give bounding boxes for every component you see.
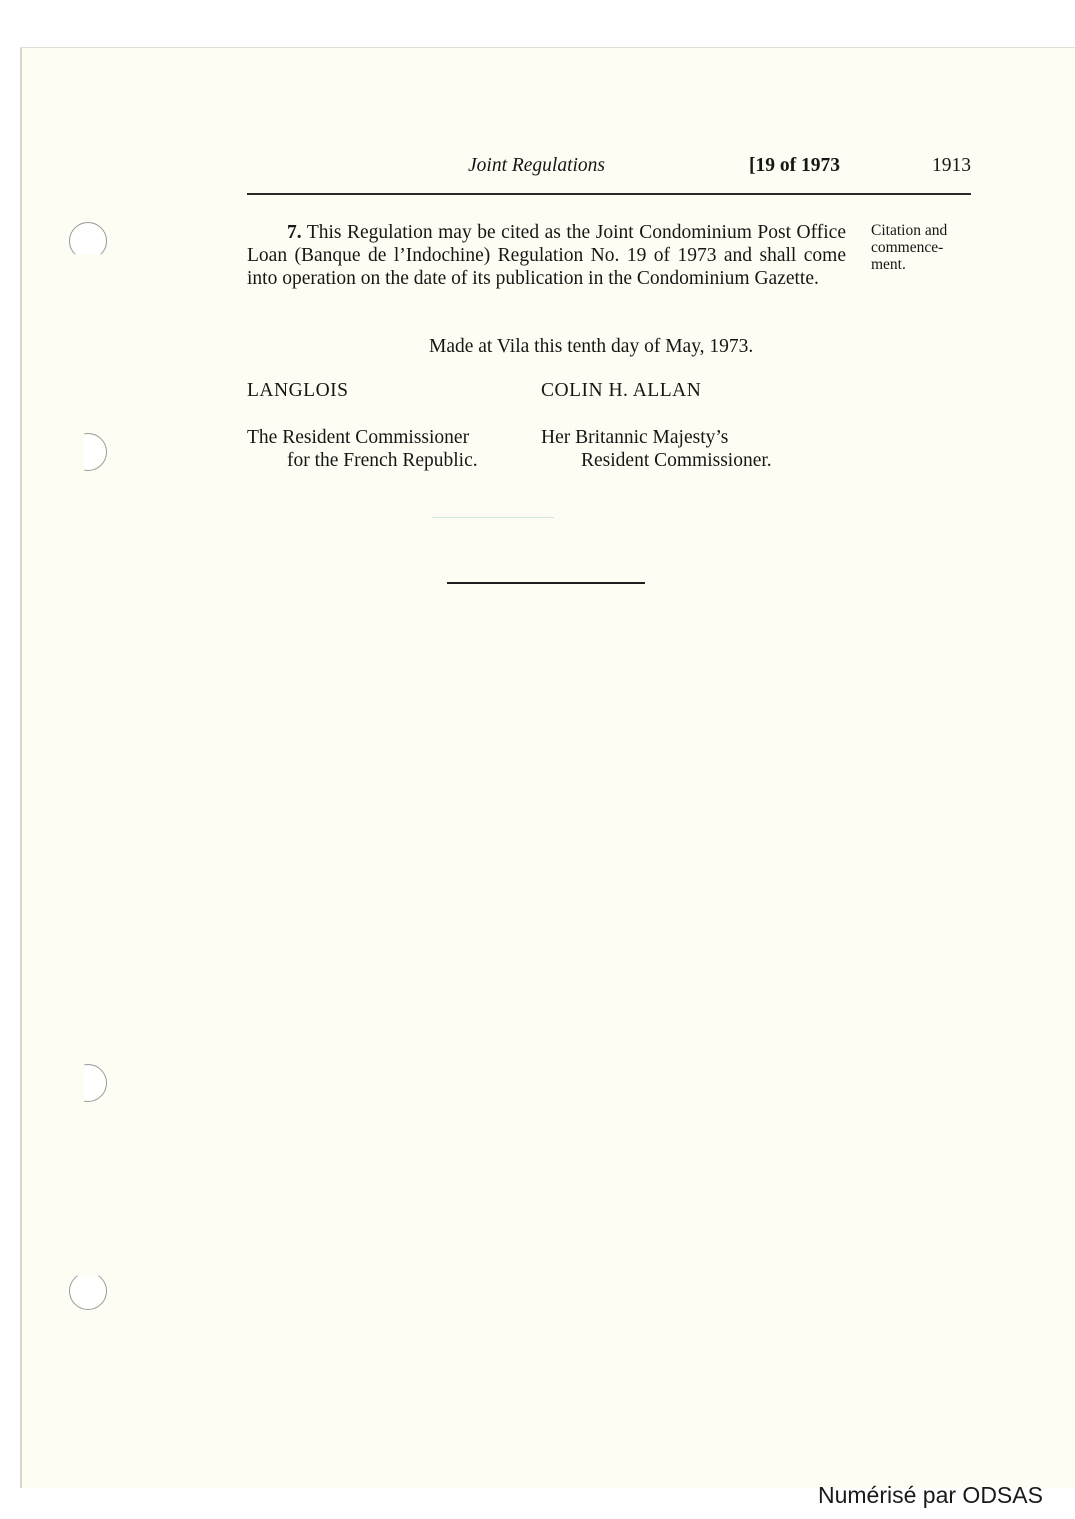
digitized-credit: Numérisé par ODSAS [818, 1482, 1043, 1508]
margin-note [871, 222, 981, 273]
punch-hole [69, 1272, 107, 1310]
section-number: 7. [287, 222, 302, 243]
role-line: Her Britannic Majesty’s [541, 427, 729, 448]
page-header [247, 155, 971, 181]
role-line: for the French Republic. [287, 450, 478, 471]
section-paragraph [247, 221, 846, 290]
role-line: Resident Commissioner. [581, 450, 772, 471]
running-title: Joint Regulations [468, 155, 606, 176]
margin-note-line: commence- [871, 239, 944, 256]
end-rule [447, 582, 645, 584]
margin-note-line: Citation and [871, 222, 948, 239]
header-rule [247, 193, 971, 195]
role-line: The Resident Commissioner [247, 427, 470, 448]
signatory-role-british [541, 426, 772, 472]
margin-note-line: ment. [871, 256, 906, 273]
scan-mark [432, 517, 554, 518]
signatory-name-french: LANGLOIS [247, 380, 349, 401]
signatory-role-french [247, 426, 478, 472]
made-at-line: Made at Vila this tenth day of May, 1973. [429, 336, 754, 357]
signatory-name-british: COLIN H. ALLAN [541, 380, 702, 401]
page-number: 1913 [932, 155, 971, 176]
section-text: This Regulation may be cited as the Joint Condominium Post Office Loan (Banque de l’Indochine) Regulation No. 19 of 1973 and shall come into operation on the date of its publication in the Condominium Gazette. [247, 222, 846, 289]
regulation-number: [19 of 1973 [749, 155, 840, 176]
